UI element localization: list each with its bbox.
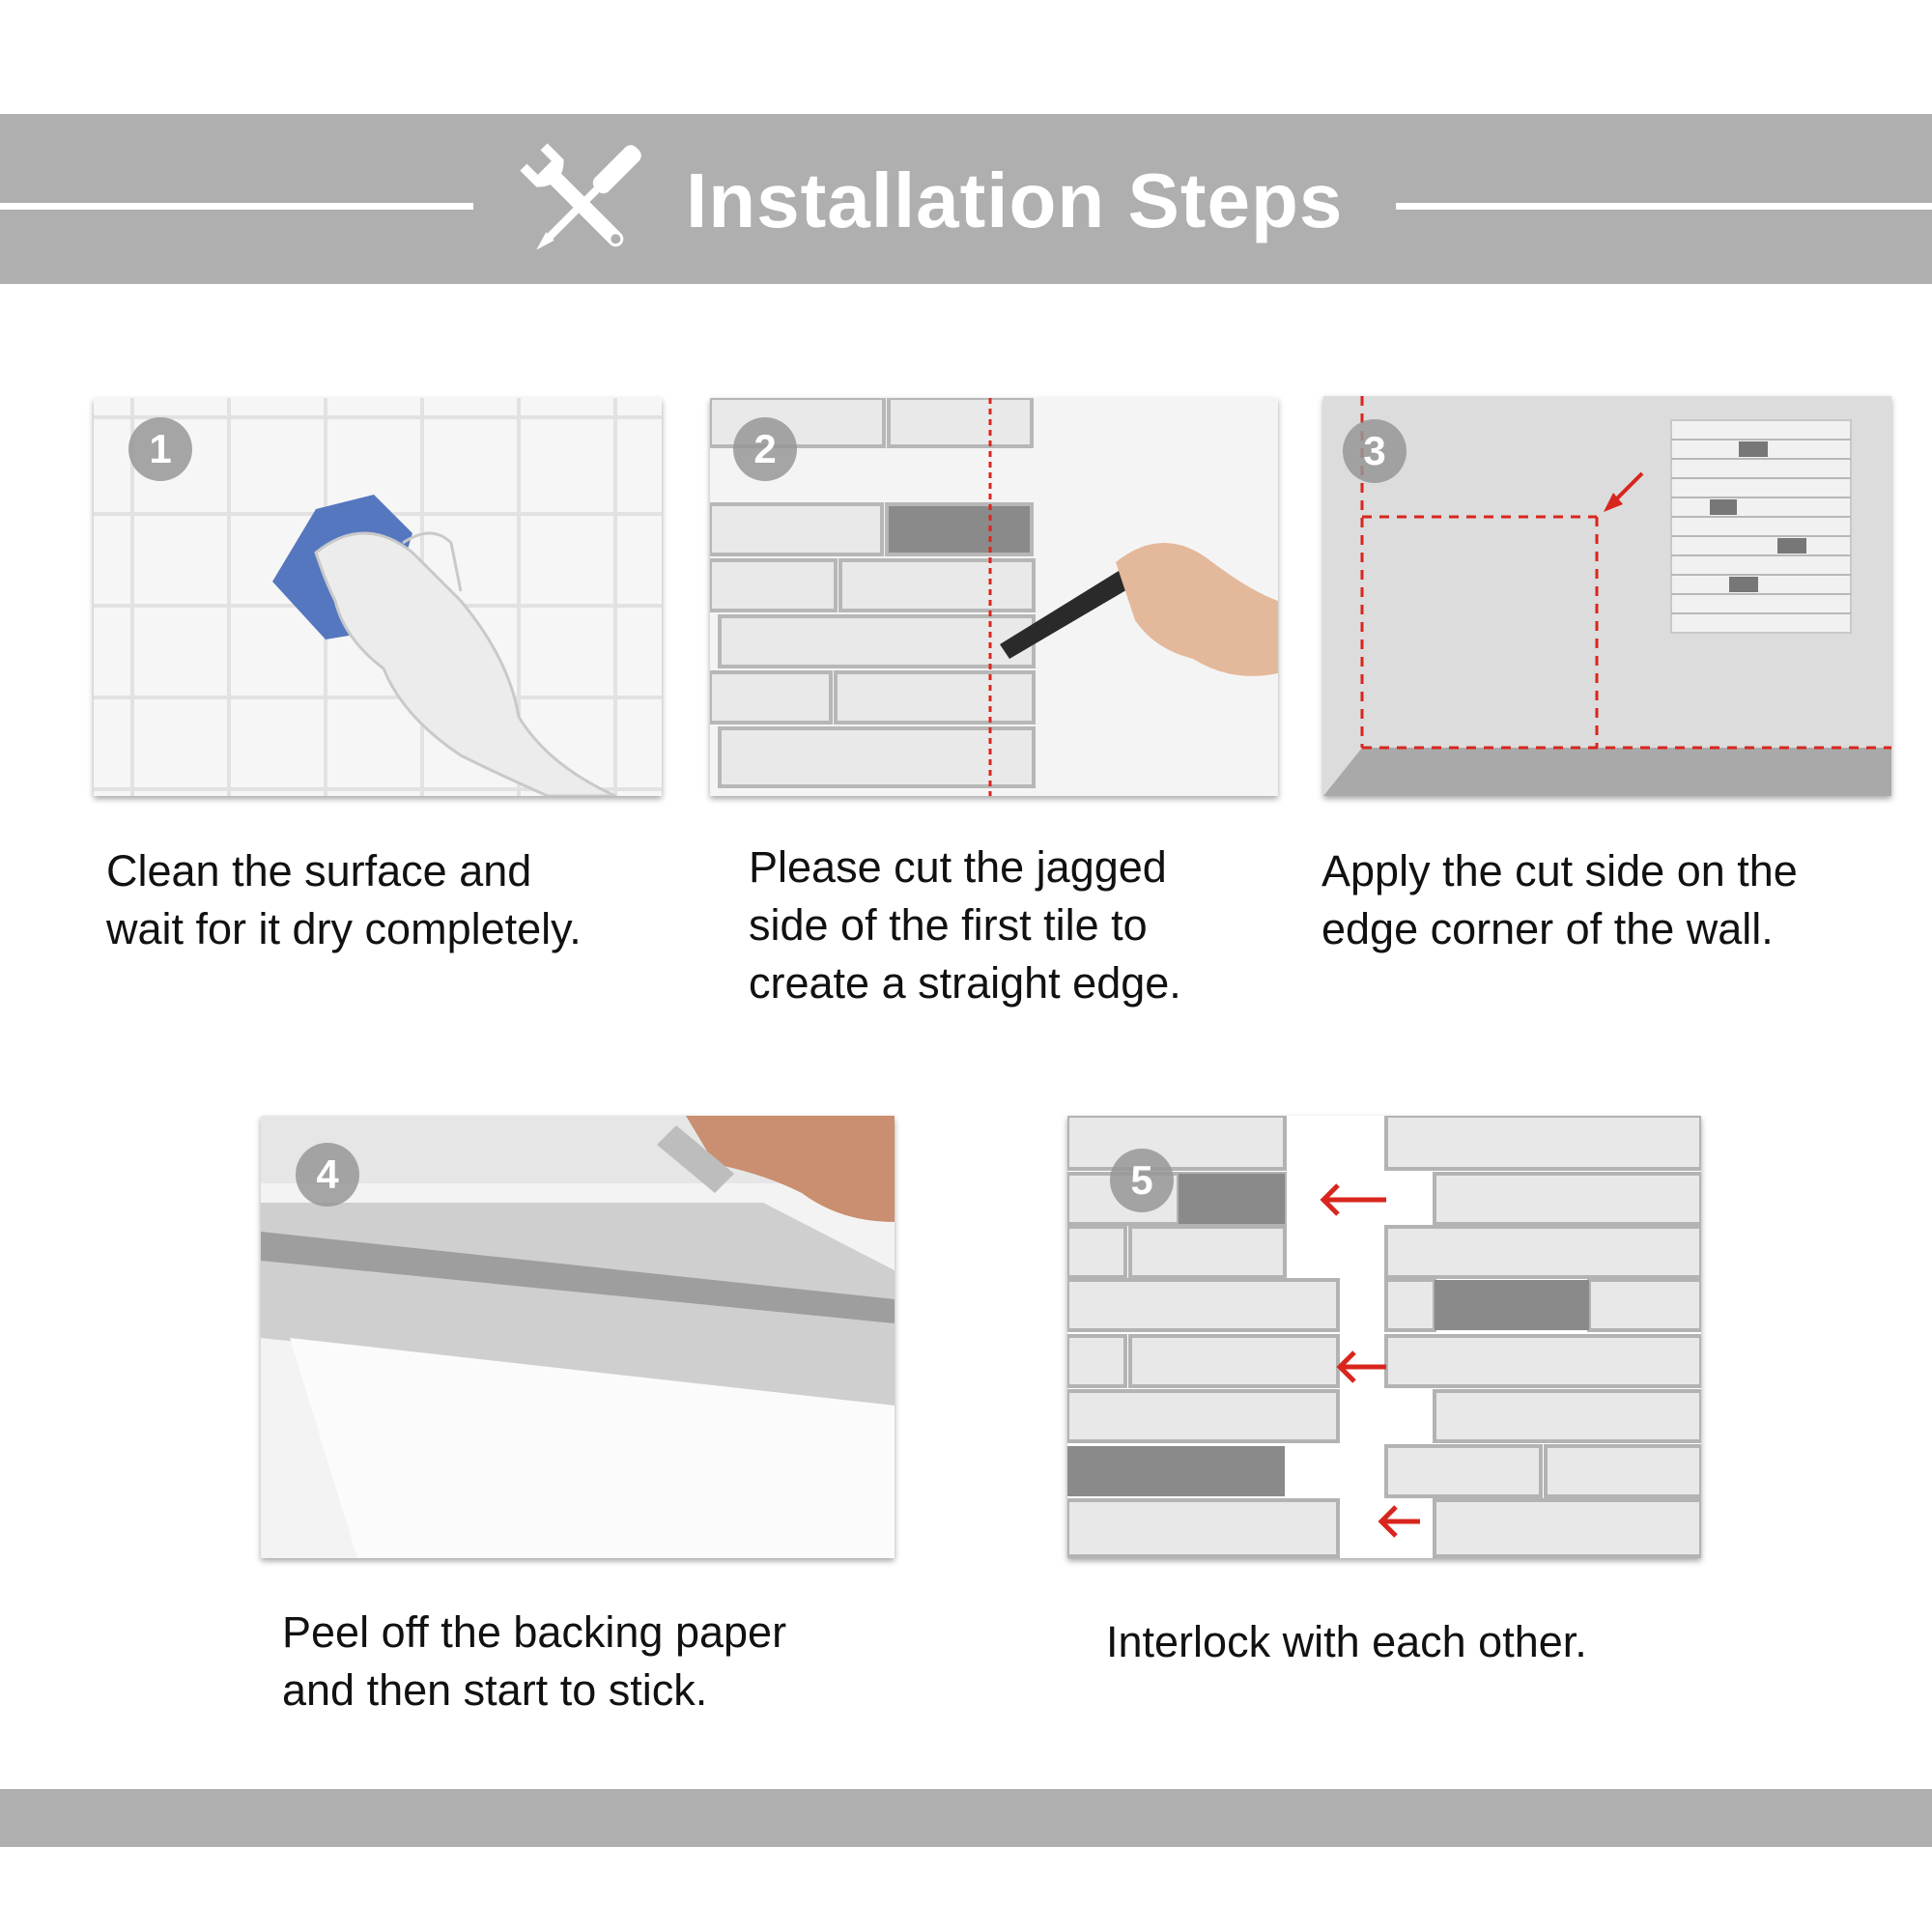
step-1-image xyxy=(94,398,662,796)
step-2-caption xyxy=(749,838,1181,1012)
step-5-image xyxy=(1067,1116,1701,1558)
step-2-caption-line: Please cut the jagged xyxy=(749,842,1167,892)
step-3-caption-line: edge corner of the wall. xyxy=(1321,904,1774,953)
step-3-image xyxy=(1323,396,1891,796)
tools-icon xyxy=(512,135,652,275)
step-5-caption xyxy=(1106,1613,1587,1671)
step-1-caption xyxy=(106,842,582,958)
step-3-badge: 3 xyxy=(1343,419,1406,483)
step-2-caption-line: create a straight edge. xyxy=(749,958,1181,1008)
step-2-badge: 2 xyxy=(733,417,797,481)
step-4-caption-line: and then start to stick. xyxy=(282,1665,708,1715)
header-divider-left xyxy=(0,203,473,210)
step-2-caption-line: side of the first tile to xyxy=(749,900,1148,950)
step-4-image xyxy=(261,1116,895,1558)
step-5-badge: 5 xyxy=(1110,1149,1174,1212)
step-5-caption-line: Interlock with each other. xyxy=(1106,1617,1587,1666)
step-1-caption-line: Clean the surface and xyxy=(106,846,532,895)
step-4-badge: 4 xyxy=(296,1143,359,1207)
step-2-image xyxy=(710,398,1278,796)
step-1-badge: 1 xyxy=(128,417,192,481)
footer-band xyxy=(0,1789,1932,1847)
step-3-caption xyxy=(1321,842,1798,958)
step-3-caption-line: Apply the cut side on the xyxy=(1321,846,1798,895)
step-1-caption-line: wait for it dry completely. xyxy=(106,904,582,953)
wall-corner-illustration xyxy=(1323,396,1891,796)
page-title: Installation Steps xyxy=(686,157,1344,243)
header-divider-right xyxy=(1396,203,1932,210)
step-4-caption-line: Peel off the backing paper xyxy=(282,1607,787,1657)
step-4-caption xyxy=(282,1604,786,1719)
